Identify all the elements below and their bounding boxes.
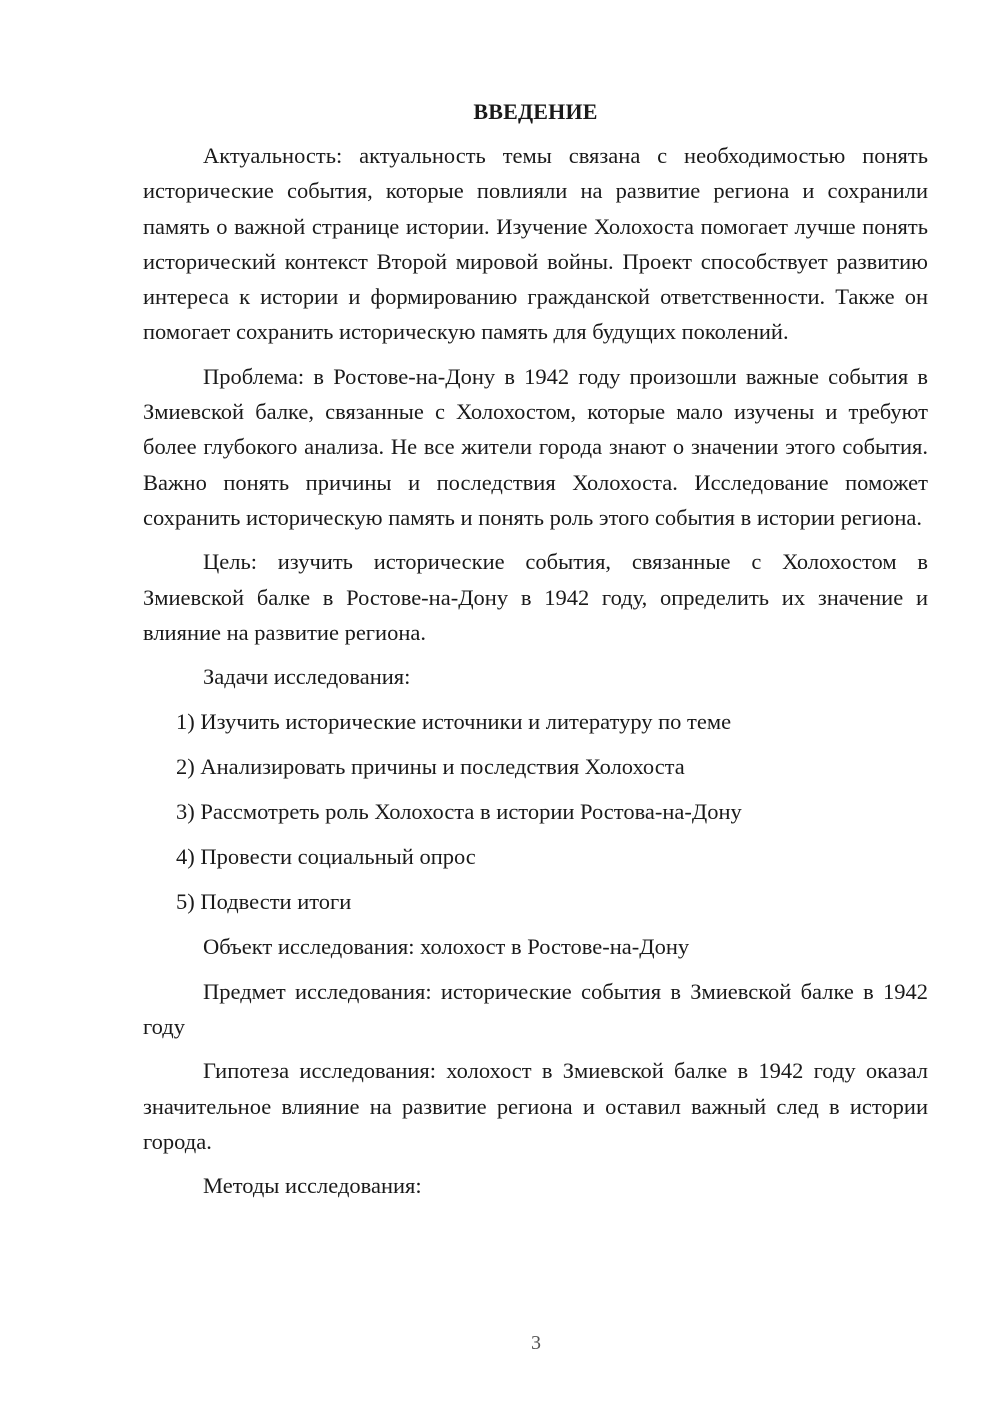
goal-paragraph: Цель: изучить исторические события, связанные с Холохостом в Змиевской балке в Ростове-на-Дону в 1942 году, определить их значение и влияние на развитие региона.: [143, 549, 928, 645]
task-item: 2) Анализировать причины и последствия Холохоста: [176, 754, 685, 780]
document-page: [143, 94, 928, 1204]
problem-paragraph: Проблема: в Ростове-на-Дону в 1942 году произошли важные события в Змиевской балке, связанные с Холохостом, которые мало изучены и требуют более глубокого анализа. Не все жители города знают о значении этого события. Важно понять причины и последствия Холохоста. Исследование поможет сохранить историческую память и понять роль этого события в истории региона.: [143, 363, 928, 530]
subject-paragraph: Предмет исследования: исторические события в Змиевской балке в 1942 году: [143, 978, 928, 1040]
task-item: 1) Изучить исторические источники и литературу по теме: [176, 709, 732, 735]
task-item: 5) Подвести итоги: [176, 889, 352, 915]
page-number: 3: [531, 1332, 541, 1354]
object-paragraph: Объект исследования: холохост в Ростове-на-Дону: [203, 934, 690, 960]
tasks-heading: Задачи исследования:: [203, 664, 411, 690]
task-item: 4) Провести социальный опрос: [176, 844, 476, 870]
tasks-list: [143, 704, 928, 919]
hypothesis-paragraph: Гипотеза исследования: холохост в Змиевской балке в 1942 году оказал значительное влияние на развитие региона и оставил важный след в истории города.: [143, 1058, 928, 1154]
task-item: 3) Рассмотреть роль Холохоста в истории Ростова-на-Дону: [176, 799, 742, 825]
document-title: ВВЕДЕНИЕ: [473, 99, 598, 124]
relevance-paragraph: Актуальность: актуальность темы связана с необходимостью понять исторические события, которые повлияли на развитие региона и сохранили память о важной странице истории. Изучение Холохоста помогает лучше понять исторический контекст Второй мировой войны. Проект способствует развитию интереса к истории и формированию гражданской ответственности. Также он помогает сохранить историческую память для будущих поколений.: [143, 143, 928, 345]
methods-heading: Методы исследования:: [203, 1173, 422, 1199]
